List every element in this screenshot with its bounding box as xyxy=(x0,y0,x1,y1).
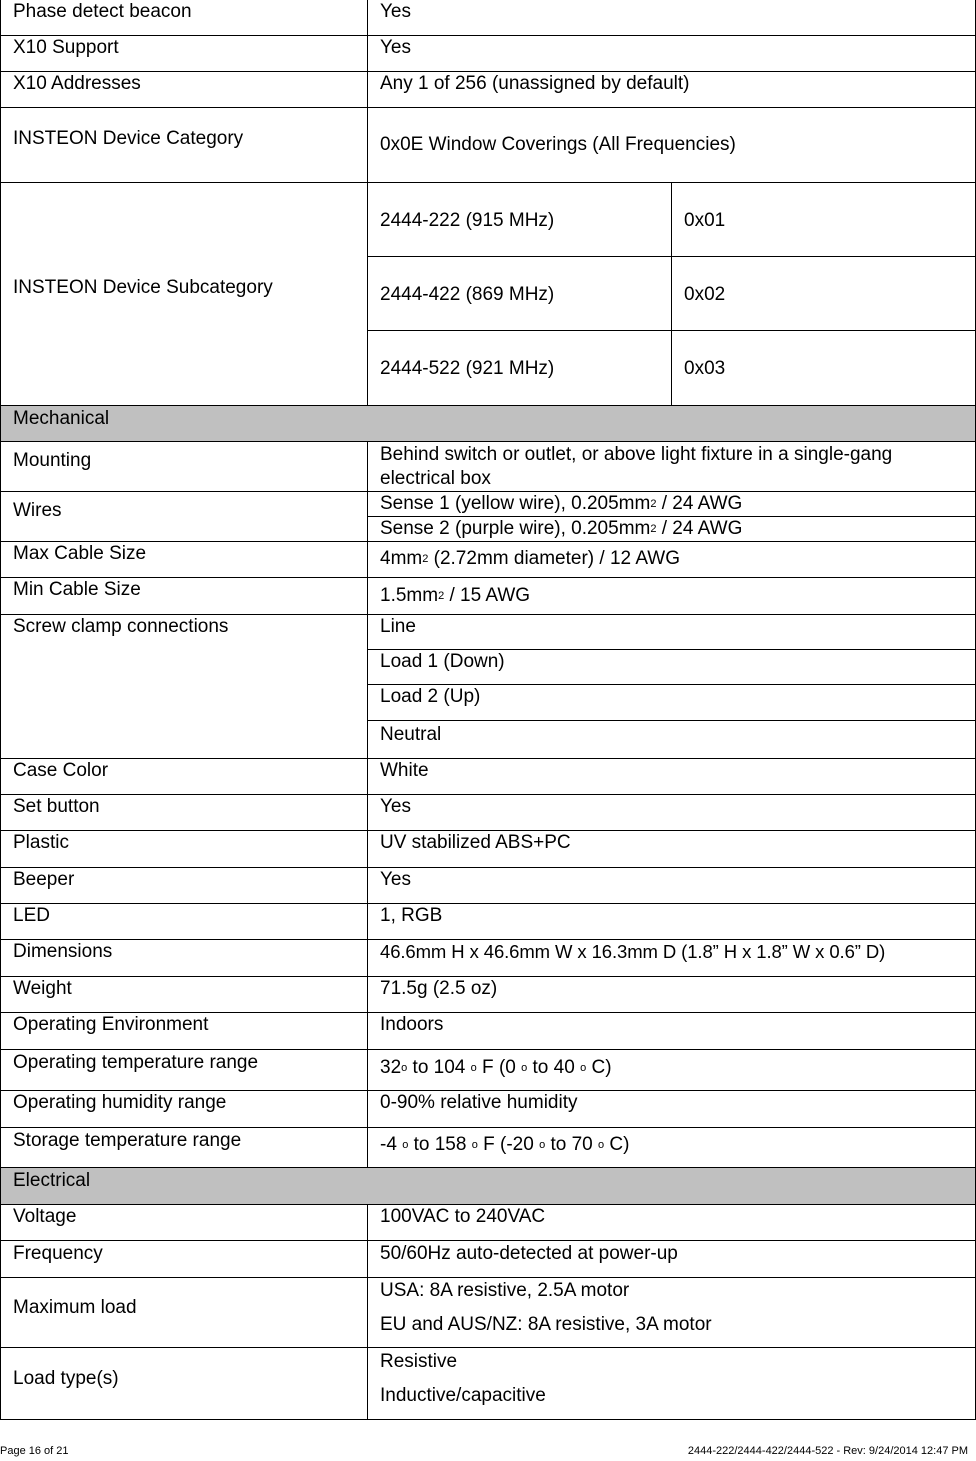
row-label: Set button xyxy=(0,794,368,831)
row-value: 0-90% relative humidity xyxy=(367,1090,976,1128)
footer-page-number: Page 16 of 21 xyxy=(0,1445,69,1457)
row-value: Sense 2 (purple wire), $0.205mm^2 / 24$ AWG xyxy=(367,516,976,542)
row-value: $1.5mm^2 / 15$ AWG xyxy=(367,577,976,615)
row-label: Wires xyxy=(0,491,368,542)
row-label: Operating Environment xyxy=(0,1012,368,1050)
row-value: 1, RGB xyxy=(367,903,976,940)
row-value: UV stabilized ABS+PC xyxy=(367,830,976,868)
subcategory-code: 0x01 xyxy=(671,182,976,257)
row-label: Weight xyxy=(0,976,368,1013)
row-value: Any 1 of 256 (unassigned by default) xyxy=(367,71,976,108)
row-value: Yes xyxy=(367,35,976,72)
footer-document-id: 2444-222/2444-422/2444-522 - Rev: 9/24/2014 12:47 PM xyxy=(687,1445,968,1457)
row-label: Mounting xyxy=(0,441,368,492)
terminal-item: Line xyxy=(367,614,976,650)
row-label: INSTEON Device Subcategory xyxy=(0,182,368,406)
row-value: 32$^o$ to 104 $^o$ F (0 $^o$ to 40 $^o$ C) xyxy=(367,1049,976,1091)
row-label: INSTEON Device Category xyxy=(0,107,368,183)
row-value: 100VAC to 240VAC xyxy=(367,1204,976,1241)
row-value: Yes xyxy=(367,794,976,831)
row-label: Dimensions xyxy=(0,939,368,977)
row-value: Sense 1 (yellow wire), $0.205mm^2 / 24$ AWG xyxy=(367,491,976,517)
row-label: Maximum load xyxy=(0,1277,368,1348)
terminal-item: Load 1 (Down) xyxy=(367,649,976,685)
row-label: Frequency xyxy=(0,1240,368,1278)
row-value: Yes xyxy=(367,0,976,36)
row-label: X10 Addresses xyxy=(0,71,368,108)
terminal-item: Neutral xyxy=(367,720,976,759)
row-value: 71.5g (2.5 oz) xyxy=(367,976,976,1013)
subcategory-model: 2444-522 (921 MHz) xyxy=(367,330,672,406)
section-header-electrical: Electrical xyxy=(0,1167,976,1205)
row-value: 0x0E Window Coverings (All Frequencies) xyxy=(367,107,976,183)
row-label: Storage temperature range xyxy=(0,1127,368,1168)
row-value: Behind switch or outlet, or above light fixture in a single-gang electrical box xyxy=(367,441,976,492)
terminal-item: Load 2 (Up) xyxy=(367,684,976,721)
row-label: Phase detect beacon xyxy=(0,0,368,36)
row-value: White xyxy=(367,758,976,795)
row-label: LED xyxy=(0,903,368,940)
row-label: Operating humidity range xyxy=(0,1090,368,1128)
section-header-mechanical: Mechanical xyxy=(0,405,976,442)
row-label: X10 Support xyxy=(0,35,368,72)
row-value: Yes xyxy=(367,867,976,904)
row-label: Case Color xyxy=(0,758,368,795)
subcategory-model: 2444-422 (869 MHz) xyxy=(367,256,672,331)
row-value: 46.6mm H x 46.6mm W x 16.3mm D (1.8” H x 1.8” W x 0.6” D) xyxy=(367,939,976,977)
row-label: Beeper xyxy=(0,867,368,904)
row-value: 50/60Hz auto-detected at power-up xyxy=(367,1240,976,1278)
row-value: USA: 8A resistive, 2.5A motor EU and AUS/NZ: 8A resistive, 3A motor xyxy=(367,1277,976,1348)
row-label: Max Cable Size xyxy=(0,541,368,578)
row-label: Plastic xyxy=(0,830,368,868)
row-value: Resistive Inductive/capacitive xyxy=(367,1347,976,1420)
row-value: Indoors xyxy=(367,1012,976,1050)
row-label: Min Cable Size xyxy=(0,577,368,615)
row-label: Load type(s) xyxy=(0,1347,368,1420)
subcategory-model: 2444-222 (915 MHz) xyxy=(367,182,672,257)
subcategory-code: 0x02 xyxy=(671,256,976,331)
row-label: Screw clamp connections xyxy=(0,614,368,759)
row-label: Operating temperature range xyxy=(0,1049,368,1091)
row-value: $4mm^2$ (2.72mm diameter) / 12 AWG xyxy=(367,541,976,578)
row-value: -4 $^o$ to 158 $^o$ F (-20 $^o$ to 70 $^o$ C) xyxy=(367,1127,976,1168)
subcategory-code: 0x03 xyxy=(671,330,976,406)
row-label: Voltage xyxy=(0,1204,368,1241)
